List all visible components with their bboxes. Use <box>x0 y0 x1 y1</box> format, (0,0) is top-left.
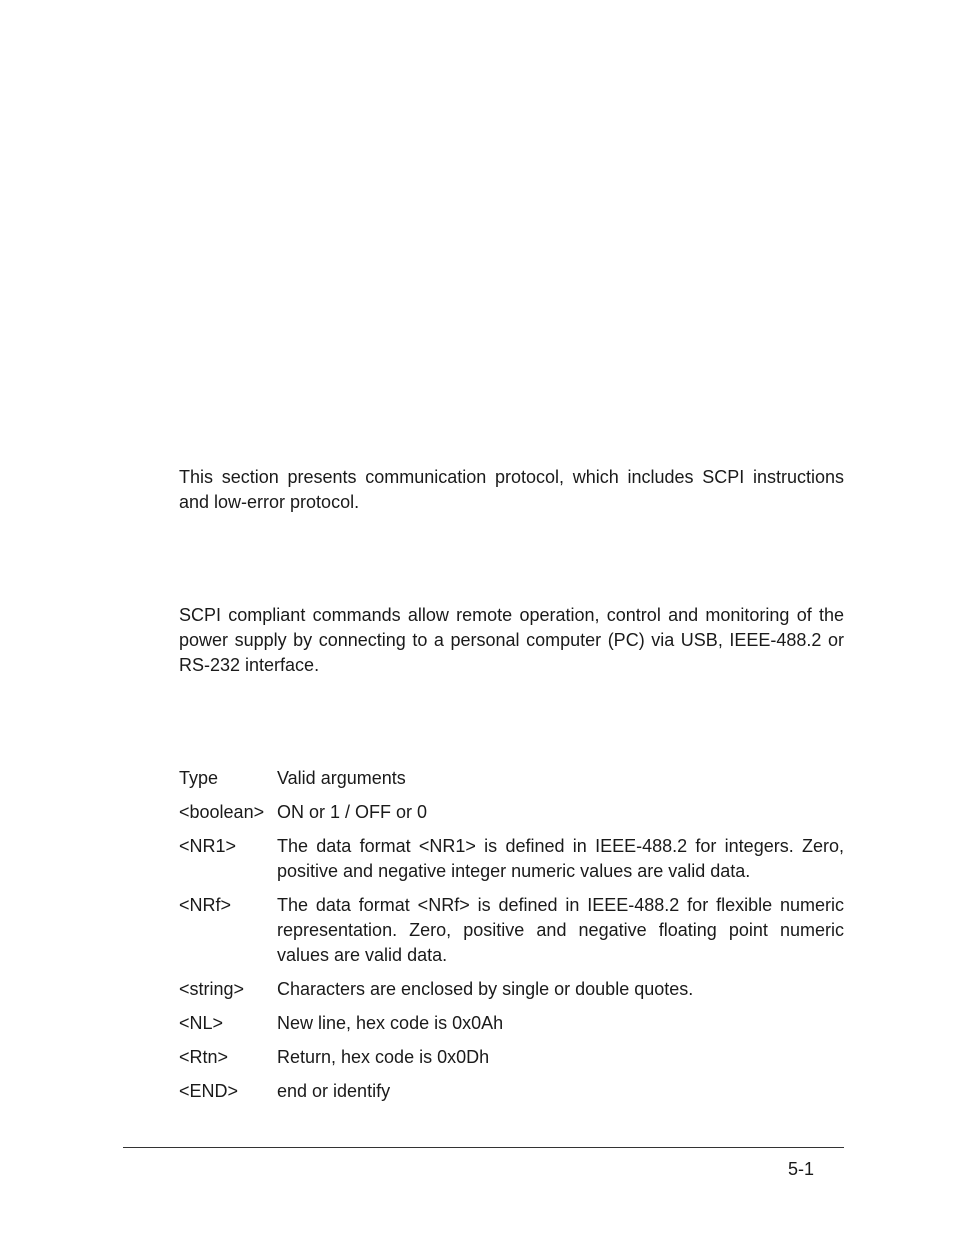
table-row <box>179 893 844 968</box>
row-description: The data format <NRf> is defined in IEEE-488.2 for flexible numeric representation. Zero, positive and negative floating point numeric values are valid data. <box>277 895 844 965</box>
row-description: end or identify <box>277 1081 391 1101</box>
row-type: <string> <box>179 979 245 999</box>
table-row <box>179 1079 844 1104</box>
argument-types-table <box>179 766 844 1113</box>
row-description: Return, hex code is 0x0Dh <box>277 1047 490 1067</box>
row-type: <NR1> <box>179 836 237 856</box>
row-description: The data format <NR1> is defined in IEEE-488.2 for integers. Zero, positive and negative integer numeric values are valid data. <box>277 836 844 881</box>
row-type: <Rtn> <box>179 1047 229 1067</box>
footer-divider <box>123 1147 844 1148</box>
table-row <box>179 977 844 1002</box>
row-description: Characters are enclosed by single or double quotes. <box>277 979 694 999</box>
row-description: New line, hex code is 0x0Ah <box>277 1013 504 1033</box>
table-header-row <box>179 766 844 791</box>
row-type: <END> <box>179 1081 239 1101</box>
page-number: 5-1 <box>787 1159 814 1179</box>
table-row <box>179 834 844 884</box>
row-type: <NRf> <box>179 895 232 915</box>
table-row <box>179 800 844 825</box>
table-row <box>179 1011 844 1036</box>
header-type: Type <box>179 768 219 788</box>
row-type: <NL> <box>179 1013 224 1033</box>
header-valid-arguments: Valid arguments <box>277 768 406 788</box>
table-row <box>179 1045 844 1070</box>
scpi-paragraph: SCPI compliant commands allow remote operation, control and monitoring of the power supply by connecting to a personal computer (PC) via USB, IEEE-488.2 or RS-232 interface. <box>179 605 844 675</box>
row-type: <boolean> <box>179 802 265 822</box>
row-description: ON or 1 / OFF or 0 <box>277 802 428 822</box>
intro-paragraph: This section presents communication protocol, which includes SCPI instructions and low-error protocol. <box>179 467 844 512</box>
